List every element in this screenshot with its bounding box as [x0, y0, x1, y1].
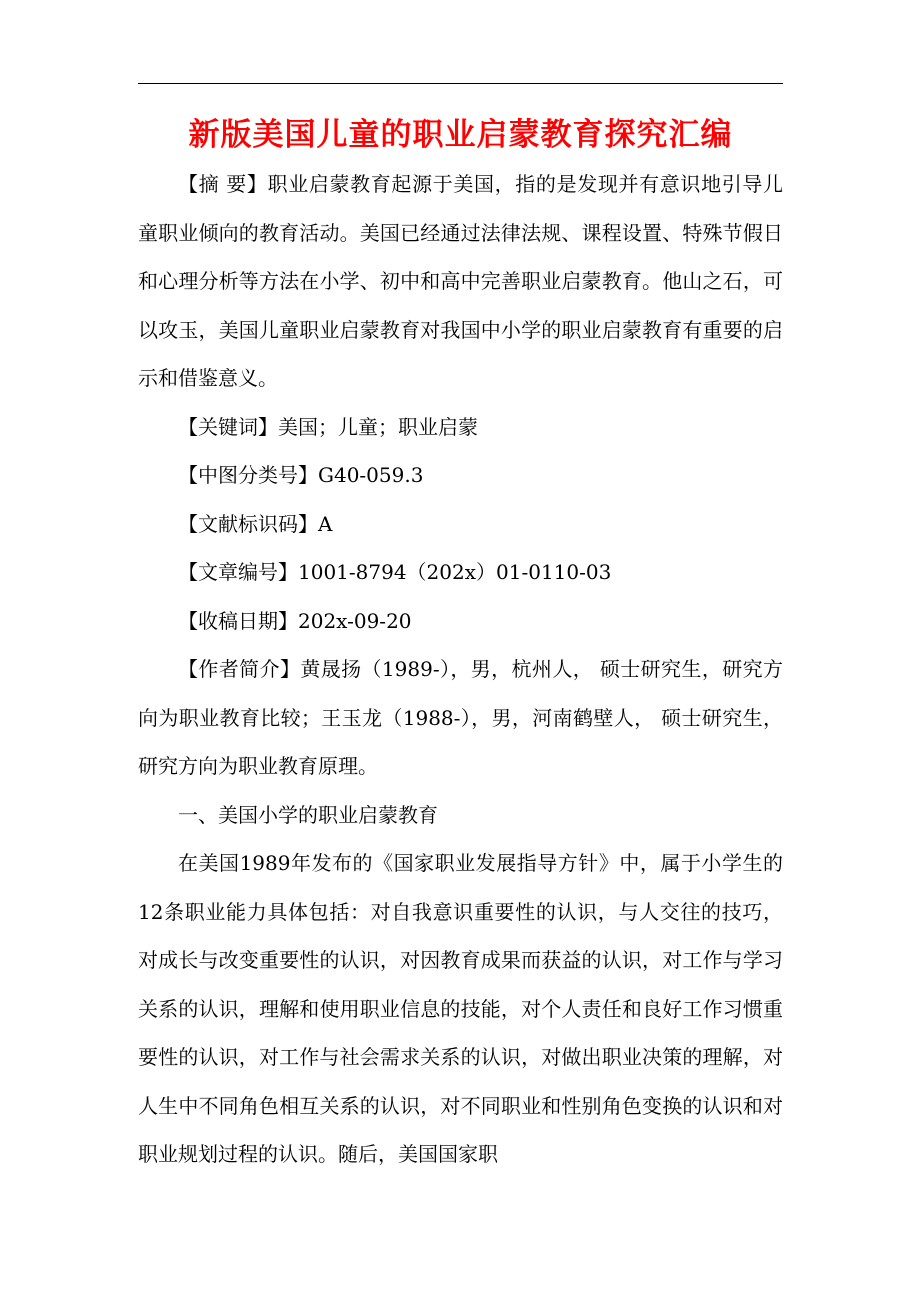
document-code-line: 【文献标识码】A	[178, 511, 333, 536]
header-rule	[138, 83, 783, 84]
received-date-line: 【收稿日期】202x-09-20	[178, 608, 412, 633]
body-paragraph: 在美国1989年发布的《国家职业发展指导方针》中，属于小学生的12条职业能力具体包括：对自我意识重要性的认识，与人交往的技巧，对成长与改变重要性的认识，对因教育成果而获益的认识，对工作与学习关系的认识，理解和使用职业信息的技能，对个人责任和良好工作习惯重要性的认识，对工作与社会需求关系的认识，对做出职业决策的理解，对人生中不同角色相互关系的认识，对不同职业和性别角色变换的认识和对职业规划过程的认识。随后，美国国家职	[138, 851, 783, 1166]
article-number-line: 【文章编号】1001-8794（202x）01-0110-03	[178, 560, 612, 584]
document-title: 新版美国儿童的职业启蒙教育探究汇编	[188, 117, 733, 153]
abstract-paragraph: 【摘 要】职业启蒙教育起源于美国，指的是发现并有意识地引导儿童职业倾向的教育活动。美国已经通过法律法规、课程设置、特殊节假日和心理分析等方法在小学、初中和高中完善职业启蒙教育。他山之石，可以攻玉，美国儿童职业启蒙教育对我国中小学的职业启蒙教育有重要的启示和借鉴意义。	[138, 172, 783, 390]
classification-line: 【中图分类号】G40-059.3	[178, 463, 424, 487]
section-heading: 一、美国小学的职业启蒙教育	[178, 802, 438, 827]
keywords-line: 【关键词】美国；儿童；职业启蒙	[178, 414, 478, 439]
author-info-paragraph: 【作者简介】黄晟扬（1989-），男，杭州人， 硕士研究生，研究方向为职业教育比较；王玉龙（1988-），男，河南鹤壁人， 硕士研究生，研究方向为职业教育原理。	[138, 657, 783, 778]
document-body	[138, 160, 783, 1179]
